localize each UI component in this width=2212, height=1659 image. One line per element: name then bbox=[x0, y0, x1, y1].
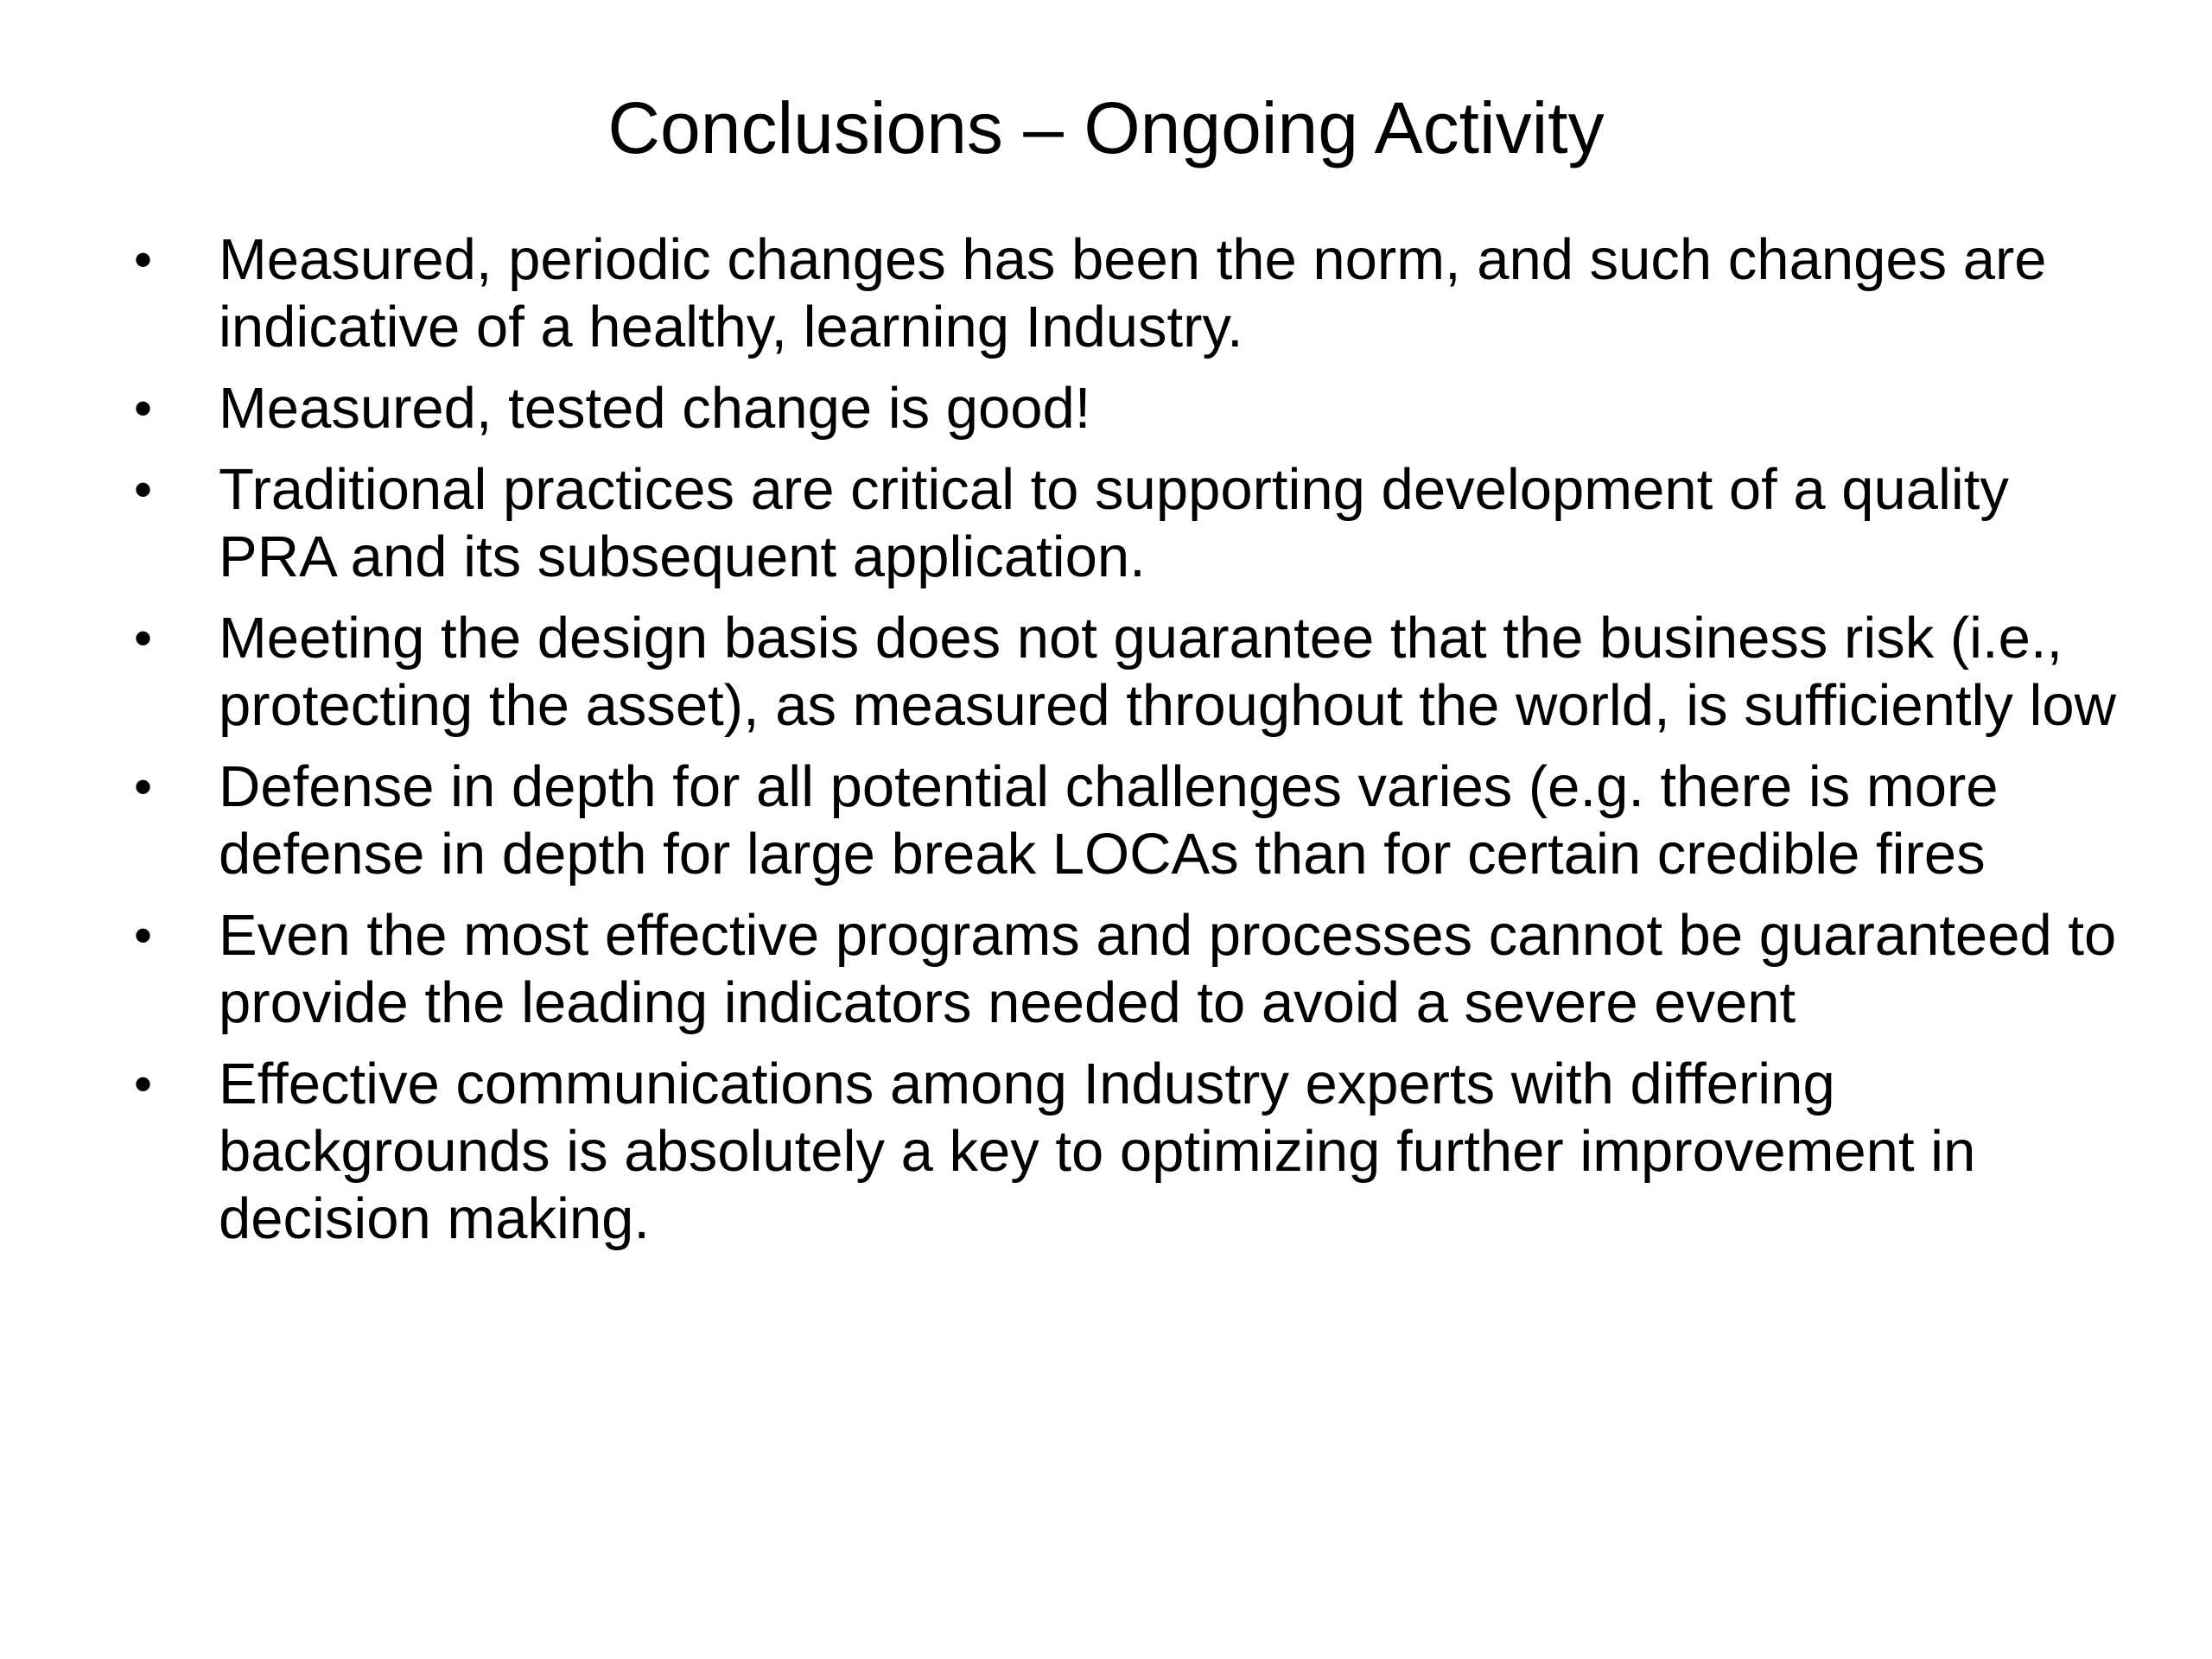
bullet-icon: • bbox=[134, 231, 153, 289]
bullet-icon: • bbox=[134, 758, 153, 816]
bullet-list bbox=[134, 226, 2121, 1267]
bullet-text: Measured, tested change is good! bbox=[219, 376, 1091, 441]
bullet-item bbox=[134, 902, 2121, 1037]
bullet-item bbox=[134, 753, 2121, 888]
bullet-icon: • bbox=[134, 1055, 153, 1113]
bullet-text: Effective communications among Industry experts with differing backgrounds is absolutely a key to optimizing further improvement in decision making. bbox=[219, 1052, 1976, 1251]
bullet-text: Even the most effective programs and processes cannot be guaranteed to provide the leading indicators needed to avoid a severe event bbox=[219, 903, 2117, 1035]
bullet-text: Meeting the design basis does not guarantee that the business risk (i.e., protecting the asset), as measured throughout the world, is sufficiently low bbox=[219, 606, 2117, 738]
slide-title: Conclusions – Ongoing Activity bbox=[607, 87, 1605, 168]
bullet-item bbox=[134, 605, 2121, 740]
bullet-text: Traditional practices are critical to supporting development of a quality PRA and its subsequent application. bbox=[219, 457, 2009, 589]
bullet-item bbox=[134, 375, 2121, 442]
bullet-item bbox=[134, 1051, 2121, 1253]
bullet-item bbox=[134, 456, 2121, 591]
bullet-text: Defense in depth for all potential challenges varies (e.g. there is more defense in depth for large break LOCAs than for certain credible fires bbox=[219, 754, 1999, 887]
bullet-icon: • bbox=[134, 461, 153, 518]
bullet-text: Measured, periodic changes has been the norm, and such changes are indicative of a healthy, learning Industry. bbox=[219, 227, 2047, 359]
bullet-icon: • bbox=[134, 379, 153, 437]
bullet-icon: • bbox=[134, 609, 153, 667]
bullet-item bbox=[134, 226, 2121, 361]
bullet-icon: • bbox=[134, 906, 153, 964]
